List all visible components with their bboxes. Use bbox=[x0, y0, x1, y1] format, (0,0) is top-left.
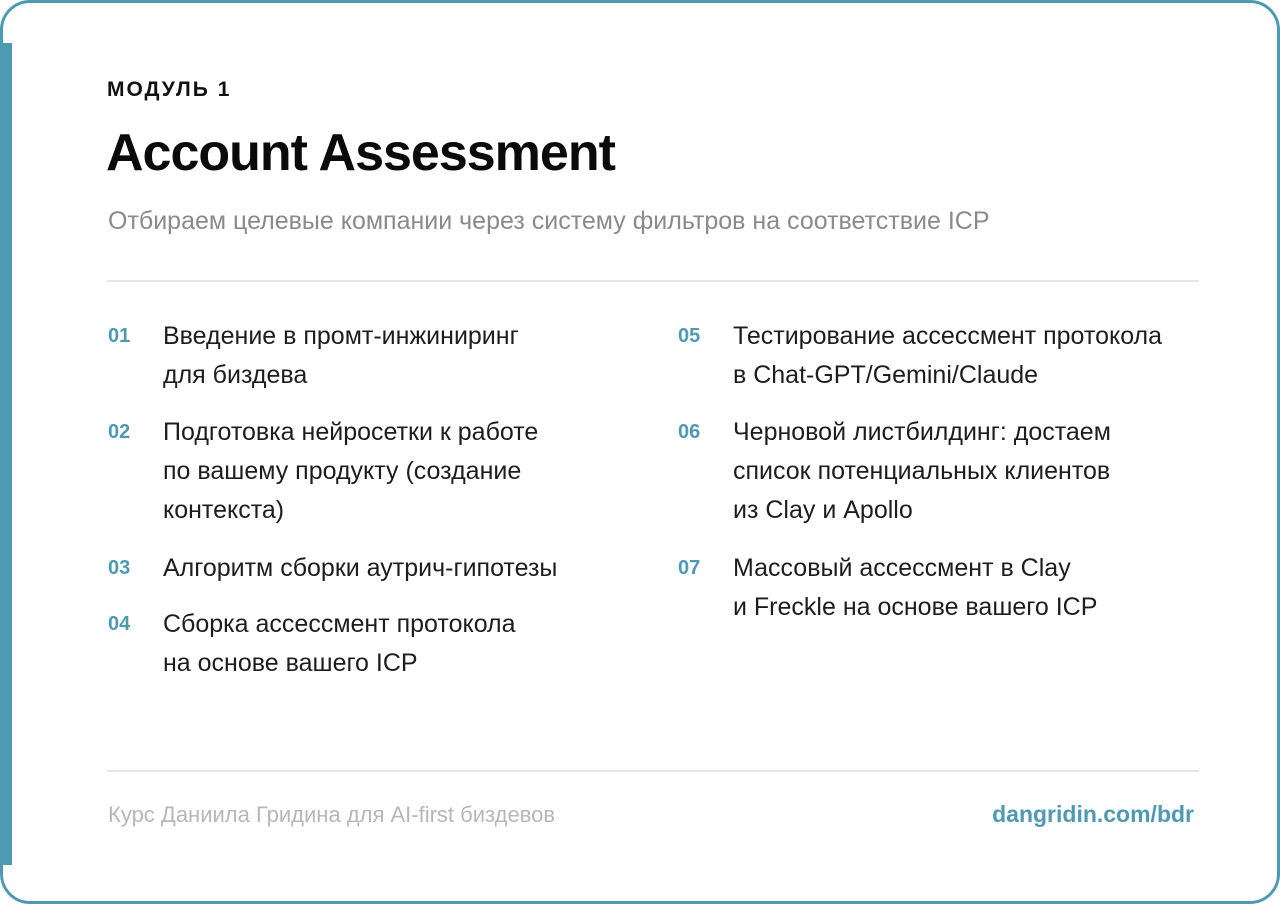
list-item bbox=[108, 552, 648, 608]
item-number: 05 bbox=[678, 325, 701, 347]
page-title: Account Assessment bbox=[106, 124, 615, 182]
topics-column-left bbox=[108, 320, 648, 688]
item-text: Тестирование ассессмент протокола в Chat-GPT/Gemini/Claude bbox=[733, 322, 1163, 389]
divider-bottom bbox=[107, 770, 1199, 772]
list-item bbox=[108, 320, 648, 416]
item-number: 06 bbox=[678, 421, 701, 443]
item-number: 01 bbox=[108, 325, 131, 347]
divider-top bbox=[107, 280, 1199, 282]
topics-column-right bbox=[678, 320, 1238, 632]
list-item bbox=[108, 416, 648, 552]
list-item bbox=[108, 608, 648, 688]
item-text: Массовый ассессмент в Clay и Freckle на основе вашего ICP bbox=[733, 554, 1098, 621]
course-caption: Курс Даниила Гридина для AI-first биздевов bbox=[108, 802, 556, 827]
item-text: Черновой листбилдинг: достаем список потенциальных клиентов из Clay и Apollo bbox=[733, 418, 1111, 524]
item-text: Сборка ассессмент протокола на основе вашего ICP bbox=[163, 610, 516, 677]
list-item bbox=[678, 320, 1238, 416]
item-number: 07 bbox=[678, 557, 701, 579]
list-item bbox=[678, 552, 1238, 632]
module-label: МОДУЛЬ 1 bbox=[107, 78, 232, 101]
item-text: Введение в промт-инжиниринг для биздева bbox=[163, 322, 519, 389]
list-item bbox=[678, 416, 1238, 552]
item-number: 04 bbox=[108, 613, 131, 635]
course-link[interactable]: dangridin.com/bdr bbox=[992, 801, 1194, 827]
page-subtitle: Отбираем целевые компании через систему фильтров на соответствие ICP bbox=[108, 207, 990, 235]
item-text: Алгоритм сборки аутрич-гипотезы bbox=[163, 554, 558, 582]
item-text: Подготовка нейросетки к работе по вашему продукту (создание контекста) bbox=[163, 418, 539, 524]
accent-bar bbox=[3, 43, 12, 865]
item-number: 03 bbox=[108, 557, 131, 579]
item-number: 02 bbox=[108, 421, 131, 443]
